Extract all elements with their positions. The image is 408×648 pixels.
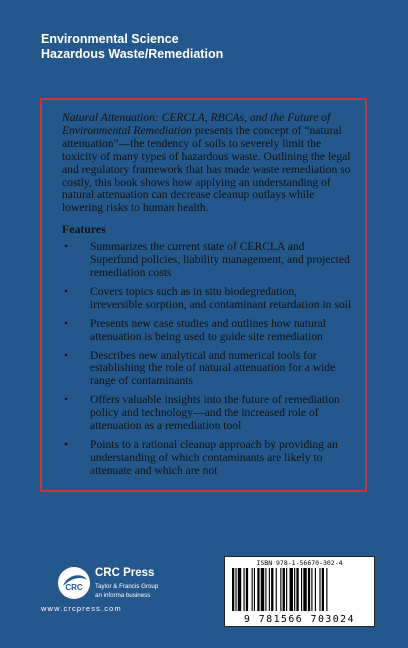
bullet-icon: • [64, 284, 69, 298]
barcode-bar [283, 568, 285, 611]
barcode-bar [301, 568, 302, 611]
description-content [62, 112, 352, 484]
publisher-group: Taylor & Francis Group [95, 583, 159, 590]
publisher-name: CRC Press [95, 567, 155, 579]
barcode-bar [244, 568, 245, 611]
crc-logo-text: CRC [65, 583, 83, 592]
publisher-url: www.crcpress.com [41, 604, 122, 613]
publisher-parent: an informa business [95, 592, 151, 599]
bullet-icon: • [64, 393, 69, 407]
feature-item: • Describes new analytical and numerical tools for establishing the role of natural attenuation for a wide range of contaminants [64, 348, 336, 388]
isbn-label: ISBN 978-1-56670-302-4 [256, 559, 343, 567]
barcode-bar [271, 568, 273, 611]
feature-item: • Presents new case studies and outlines how natural attenuation is being used to guide site remediation [64, 316, 327, 343]
barcode-bar [286, 568, 287, 611]
feature-item: • Summarizes the current state of CERCLA and Superfund policies, liability management, and projected remediation costs [64, 240, 350, 279]
barcode-bar [319, 568, 320, 611]
bullet-icon: • [64, 240, 69, 254]
book-title: Natural Attenuation: CERCLA, RBCAs, and the Future of Environmental Remediation [62, 111, 331, 137]
barcode-bar [269, 568, 270, 611]
barcode-bar [265, 568, 266, 611]
barcode-bar [311, 568, 312, 611]
series-label [41, 32, 223, 62]
barcode-bar [254, 568, 255, 611]
barcode-bar [257, 568, 259, 611]
barcode-bar [238, 568, 241, 611]
barcode-number: 9 781566 703024 [244, 614, 355, 625]
series-line-1: Environmental Science [41, 32, 179, 46]
feature-item: • Points to a rational cleanup approach by providing an understanding of which contaminants are likely to attenuate and which are not [64, 437, 338, 477]
barcode-bar [322, 568, 324, 611]
barcode-bar [235, 568, 236, 611]
barcode-bar [294, 568, 295, 611]
barcode-bar [296, 568, 298, 611]
bullet-icon: • [64, 348, 69, 362]
crc-logo-icon [57, 566, 91, 600]
feature-item: • Covers topics such as in situ biodegredation, irreversible sorption, and contaminant retardation in soil [64, 284, 352, 311]
features-heading: Features [62, 222, 106, 237]
feature-item: • Offers valuable insights into the future of remediation policy and technology—and the increased role of attenuation as a remediation tool [64, 393, 340, 433]
barcode-bar [303, 568, 306, 611]
series-line-2: Hazardous Waste/Remediation [41, 47, 224, 61]
barcode-bar [315, 568, 316, 611]
barcode-bar [261, 568, 264, 611]
barcode-bar [280, 568, 281, 611]
barcode-bar [308, 568, 310, 611]
bullet-icon: • [64, 316, 69, 330]
barcode-bar [232, 568, 234, 611]
features-list [62, 241, 352, 478]
barcode-bar [252, 568, 253, 611]
intro-paragraph [62, 112, 352, 215]
barcode-bar [326, 568, 327, 611]
barcode-bar [246, 568, 248, 611]
barcode-bar [290, 568, 293, 611]
bullet-icon: • [64, 437, 69, 451]
barcode-bar [276, 568, 277, 611]
barcode [224, 556, 375, 627]
intro-text: presents the concept of “natural attenuation”—the tendency of soils to severely limit the toxicity of many types of hazardous waste. Outlining the legal and regulatory framework that has made waste remediation so costly, this book shows how applying an understanding of natural attenuation can decrease cleanup outlays while lowering risks to human health. [62, 123, 351, 215]
barcode-bars [231, 568, 368, 611]
